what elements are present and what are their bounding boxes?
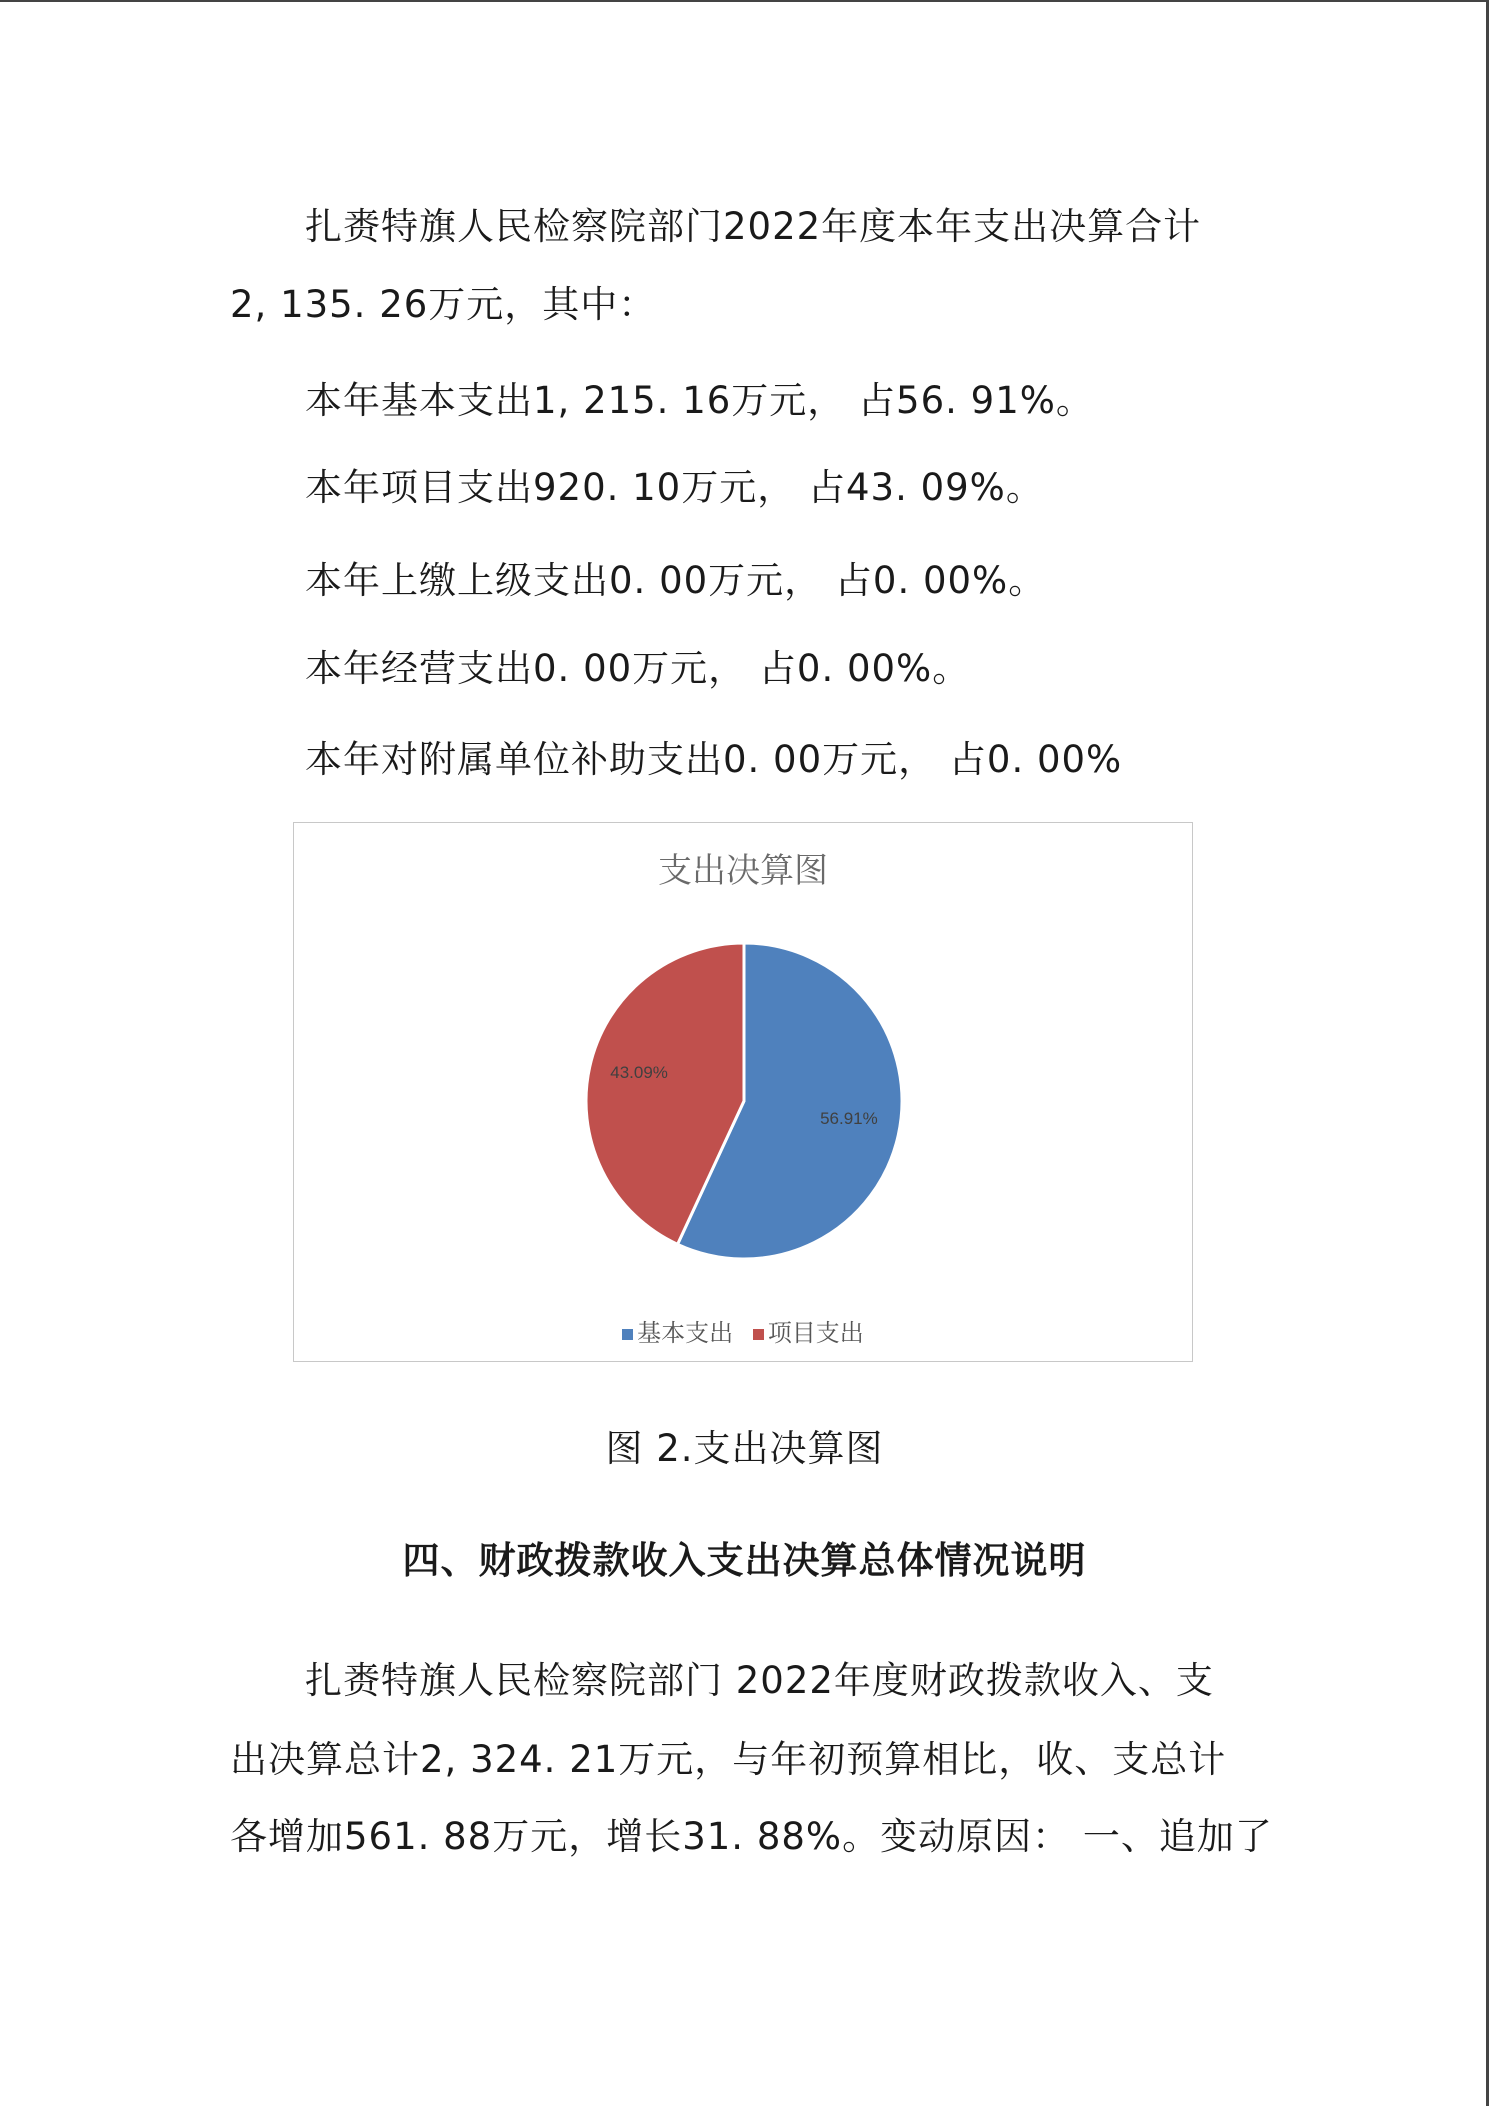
intro-line-1: 扎赉特旗人民检察院部门2022年度本年支出决算合计 — [305, 205, 1202, 248]
chart-title: 支出决算图 — [658, 851, 828, 891]
figure-caption: 图 2.支出决算图 — [605, 1427, 884, 1470]
item-subsidy-expense: 本年对附属单位补助支出0. 00万元， 占0. 00% — [305, 738, 1123, 781]
legend-label-project: 项目支出 — [767, 1319, 864, 1347]
item-operating-expense: 本年经营支出0. 00万元， 占0. 00%。 — [305, 647, 971, 690]
pie-label-1: 43.09% — [610, 1062, 668, 1082]
expense-pie-chart — [293, 822, 1193, 1362]
section-heading: 四、财政拨款收入支出决算总体情况说明 — [402, 1539, 1087, 1582]
chart-legend — [294, 1313, 1192, 1348]
legend-item-project — [753, 1313, 864, 1348]
item-project-expense: 本年项目支出920. 10万元， 占43. 09%。 — [305, 466, 1044, 509]
intro-line-2: 2, 135. 26万元，其中： — [230, 283, 657, 326]
item-remit-expense: 本年上缴上级支出0. 00万元， 占0. 00%。 — [305, 559, 1047, 602]
body-line-1: 扎赉特旗人民检察院部门 2022年度财政拨款收入、支 — [305, 1659, 1214, 1702]
item-basic-expense: 本年基本支出1, 215. 16万元， 占56. 91%。 — [305, 379, 1094, 422]
body-line-2: 出决算总计2, 324. 21万元，与年初预算相比，收、支总计 — [230, 1738, 1227, 1781]
legend-swatch-project — [753, 1329, 764, 1340]
legend-label-basic: 基本支出 — [637, 1319, 734, 1347]
legend-item-basic — [622, 1313, 733, 1348]
legend-swatch-basic — [622, 1329, 633, 1340]
pie-svg — [294, 823, 1191, 1293]
body-line-3: 各增加561. 88万元，增长31. 88%。变动原因： 一、追加了 — [230, 1815, 1273, 1858]
pie-label-0: 56.91% — [820, 1109, 878, 1129]
page-border-top — [0, 0, 1489, 2]
